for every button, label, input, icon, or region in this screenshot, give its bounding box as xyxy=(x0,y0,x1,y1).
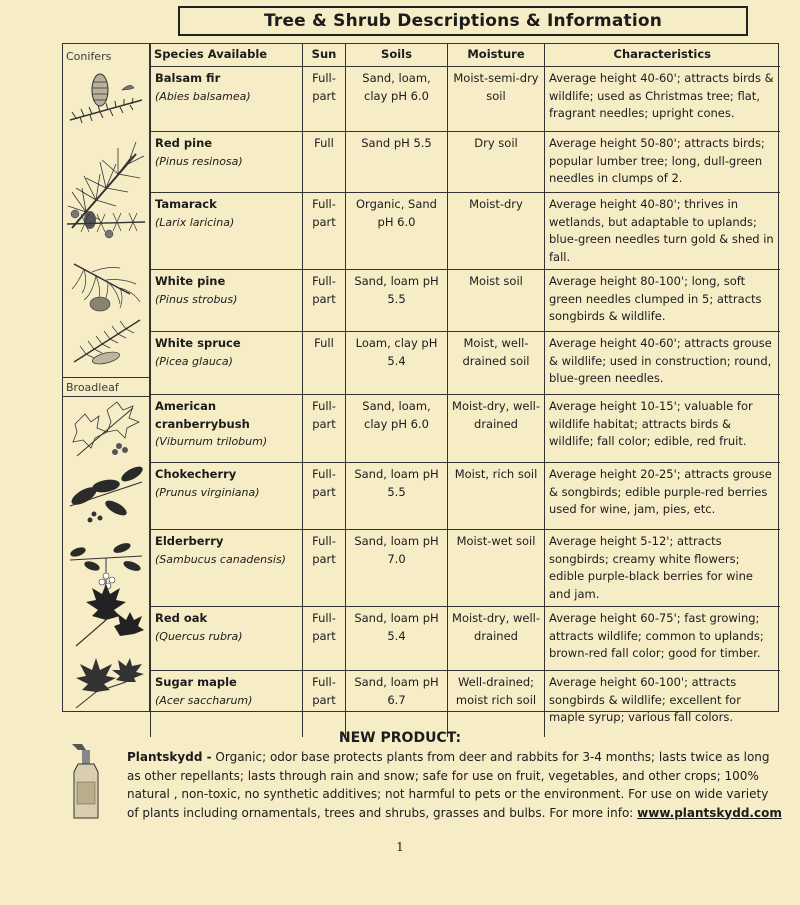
soils-cell: Sand, loam, clay pH 6.0 xyxy=(346,395,448,463)
plant-table-sheet xyxy=(62,43,779,724)
soils-cell: Sand, loam pH 6.7 xyxy=(346,671,448,737)
table-header-row xyxy=(151,44,780,67)
soils-cell: Sand, loam pH 7.0 xyxy=(346,530,448,607)
species-cell xyxy=(151,193,303,270)
table-row xyxy=(151,607,780,671)
spruce-branch-icon xyxy=(66,314,146,372)
table-row xyxy=(151,332,780,395)
product-name: Plantskydd - xyxy=(127,750,212,764)
white-pine-branch-icon xyxy=(66,254,146,314)
sun-cell: Full-part xyxy=(303,193,346,270)
sun-cell: Full-part xyxy=(303,67,346,132)
soils-cell: Organic, Sand pH 6.0 xyxy=(346,193,448,270)
common-name: Red pine xyxy=(155,136,213,150)
table-row xyxy=(151,67,780,132)
characteristics-cell: Average height 60-100'; attracts songbirds & wildlife; excellent for maple syrup; various fall colors. xyxy=(545,671,780,737)
moisture-cell: Well-drained; moist rich soil xyxy=(448,671,545,737)
page-title: Tree & Shrub Descriptions & Information xyxy=(178,6,748,36)
sun-cell: Full-part xyxy=(303,607,346,671)
tamarack-branch-icon xyxy=(65,202,147,242)
moisture-cell: Moist-dry, well-drained xyxy=(448,607,545,671)
sun-cell: Full-part xyxy=(303,395,346,463)
table-row xyxy=(151,671,780,737)
section-divider xyxy=(63,396,149,397)
soils-cell: Sand, loam pH 5.4 xyxy=(346,607,448,671)
characteristics-cell: Average height 5-12'; attracts songbirds; creamy white flowers; edible purple-black berries for wine and jam. xyxy=(545,530,780,607)
moisture-cell: Moist, rich soil xyxy=(448,463,545,530)
latin-name: (Sambucus canadensis) xyxy=(155,552,286,566)
characteristics-cell: Average height 40-60'; attracts birds & wildlife; used as Christmas tree; flat, fragrant needles; upright cones. xyxy=(545,67,780,132)
moisture-cell: Moist soil xyxy=(448,270,545,332)
species-cell xyxy=(151,332,303,395)
common-name: Chokecherry xyxy=(155,467,237,481)
latin-name: (Prunus virginiana) xyxy=(155,485,260,499)
common-name: White pine xyxy=(155,274,226,288)
soils-cell: Sand, loam, clay pH 6.0 xyxy=(346,67,448,132)
moisture-cell: Moist-wet soil xyxy=(448,530,545,607)
latin-name: (Larix laricina) xyxy=(155,215,235,229)
sun-cell: Full xyxy=(303,332,346,395)
sun-cell: Full-part xyxy=(303,463,346,530)
product-website-link[interactable]: www.plantskydd.com xyxy=(637,805,782,820)
common-name: Elderberry xyxy=(155,534,224,548)
sun-cell: Full xyxy=(303,132,346,193)
latin-name: (Picea glauca) xyxy=(155,354,233,368)
soils-cell: Loam, clay pH 5.4 xyxy=(346,332,448,395)
latin-name: (Viburnum trilobum) xyxy=(155,435,268,448)
table-row xyxy=(151,132,780,193)
common-name: American cranberrybush xyxy=(155,399,250,431)
chokecherry-leaf-icon xyxy=(66,462,146,524)
section-label-conifers: Conifers xyxy=(66,50,112,63)
red-oak-leaf-icon xyxy=(66,584,146,650)
characteristics-cell: Average height 40-80'; thrives in wetlands, but adaptable to uplands; blue-green needles turn gold & shed in fall. xyxy=(545,193,780,270)
section-divider xyxy=(63,377,149,378)
common-name: White spruce xyxy=(155,336,241,350)
species-cell xyxy=(151,395,303,463)
moisture-cell: Moist, well-drained soil xyxy=(448,332,545,395)
col-header-soils: Soils xyxy=(346,44,448,67)
illustration-column xyxy=(63,44,150,711)
sun-cell: Full-part xyxy=(303,270,346,332)
common-name: Balsam fir xyxy=(155,71,221,85)
latin-name: (Abies balsamea) xyxy=(155,89,251,103)
cranberrybush-leaf-icon xyxy=(67,400,147,460)
col-header-moisture: Moisture xyxy=(448,44,545,67)
moisture-cell: Moist-semi-dry soil xyxy=(448,67,545,132)
latin-name: (Acer saccharum) xyxy=(155,693,253,707)
table-row xyxy=(151,395,780,463)
moisture-cell: Dry soil xyxy=(448,132,545,193)
characteristics-cell: Average height 40-60'; attracts grouse & wildlife; used in construction; round, blue-green needles. xyxy=(545,332,780,395)
table-row xyxy=(151,270,780,332)
characteristics-cell: Average height 80-100'; long, soft green needles clumped in 5; attracts songbirds & wildlife. xyxy=(545,270,780,332)
product-details: Organic; odor base protects plants from deer and rabbits for 3-4 months; lasts twice as long as other repellants; lasts through rain and snow; safe for use on fruit, vegetables, and other crops; 100% natural , non-toxic, no synthetic additives; not harmful to pets or the environment. For use on wide variety of plants including ornamentals, trees and shrubs, grasses and bulbs. xyxy=(127,750,770,820)
spray-bottle-icon xyxy=(68,738,108,822)
common-name: Sugar maple xyxy=(155,675,237,689)
species-cell xyxy=(151,67,303,132)
new-product-heading: NEW PRODUCT: xyxy=(338,730,462,746)
soils-cell: Sand pH 5.5 xyxy=(346,132,448,193)
soils-cell: Sand, loam pH 5.5 xyxy=(346,270,448,332)
soils-cell: Sand, loam pH 5.5 xyxy=(346,463,448,530)
col-header-species: Species Available xyxy=(151,44,303,67)
page-number: 1 xyxy=(396,840,404,854)
sugar-maple-leaf-icon xyxy=(66,652,146,710)
latin-name: (Pinus resinosa) xyxy=(155,154,243,168)
col-header-sun: Sun xyxy=(303,44,346,67)
more-info-label: For more info: xyxy=(549,805,634,820)
section-label-broadleaf: Broadleaf xyxy=(66,381,119,394)
table-row xyxy=(151,193,780,270)
table-row xyxy=(151,463,780,530)
species-cell xyxy=(151,132,303,193)
characteristics-cell: Average height 10-15'; valuable for wildlife habitat; attracts birds & wildlife; fall color; edible, red fruit. xyxy=(545,395,780,463)
species-cell xyxy=(151,671,303,737)
col-header-characteristics: Characteristics xyxy=(545,44,780,67)
new-product-description xyxy=(127,748,782,822)
table-row xyxy=(151,530,780,607)
species-cell xyxy=(151,270,303,332)
characteristics-cell: Average height 50-80'; attracts birds; popular lumber tree; long, dull-green needles in clumps of 2. xyxy=(545,132,780,193)
characteristics-cell: Average height 20-25'; attracts grouse & songbirds; edible purple-red berries used for wine, jam, pies, etc. xyxy=(545,463,780,530)
species-cell xyxy=(151,607,303,671)
sun-cell: Full-part xyxy=(303,530,346,607)
characteristics-cell: Average height 60-75'; fast growing; attracts wildlife; common to uplands; brown-red fall color; good for timber. xyxy=(545,607,780,671)
fir-branch-icon xyxy=(66,70,146,126)
common-name: Red oak xyxy=(155,611,208,625)
moisture-cell: Moist-dry xyxy=(448,193,545,270)
species-cell xyxy=(151,530,303,607)
sun-cell: Full-part xyxy=(303,671,346,737)
moisture-cell: Moist-dry, well-drained xyxy=(448,395,545,463)
common-name: Tamarack xyxy=(155,197,217,211)
latin-name: (Quercus rubra) xyxy=(155,629,243,643)
plant-table xyxy=(150,44,780,737)
species-cell xyxy=(151,463,303,530)
latin-name: (Pinus strobus) xyxy=(155,292,238,306)
